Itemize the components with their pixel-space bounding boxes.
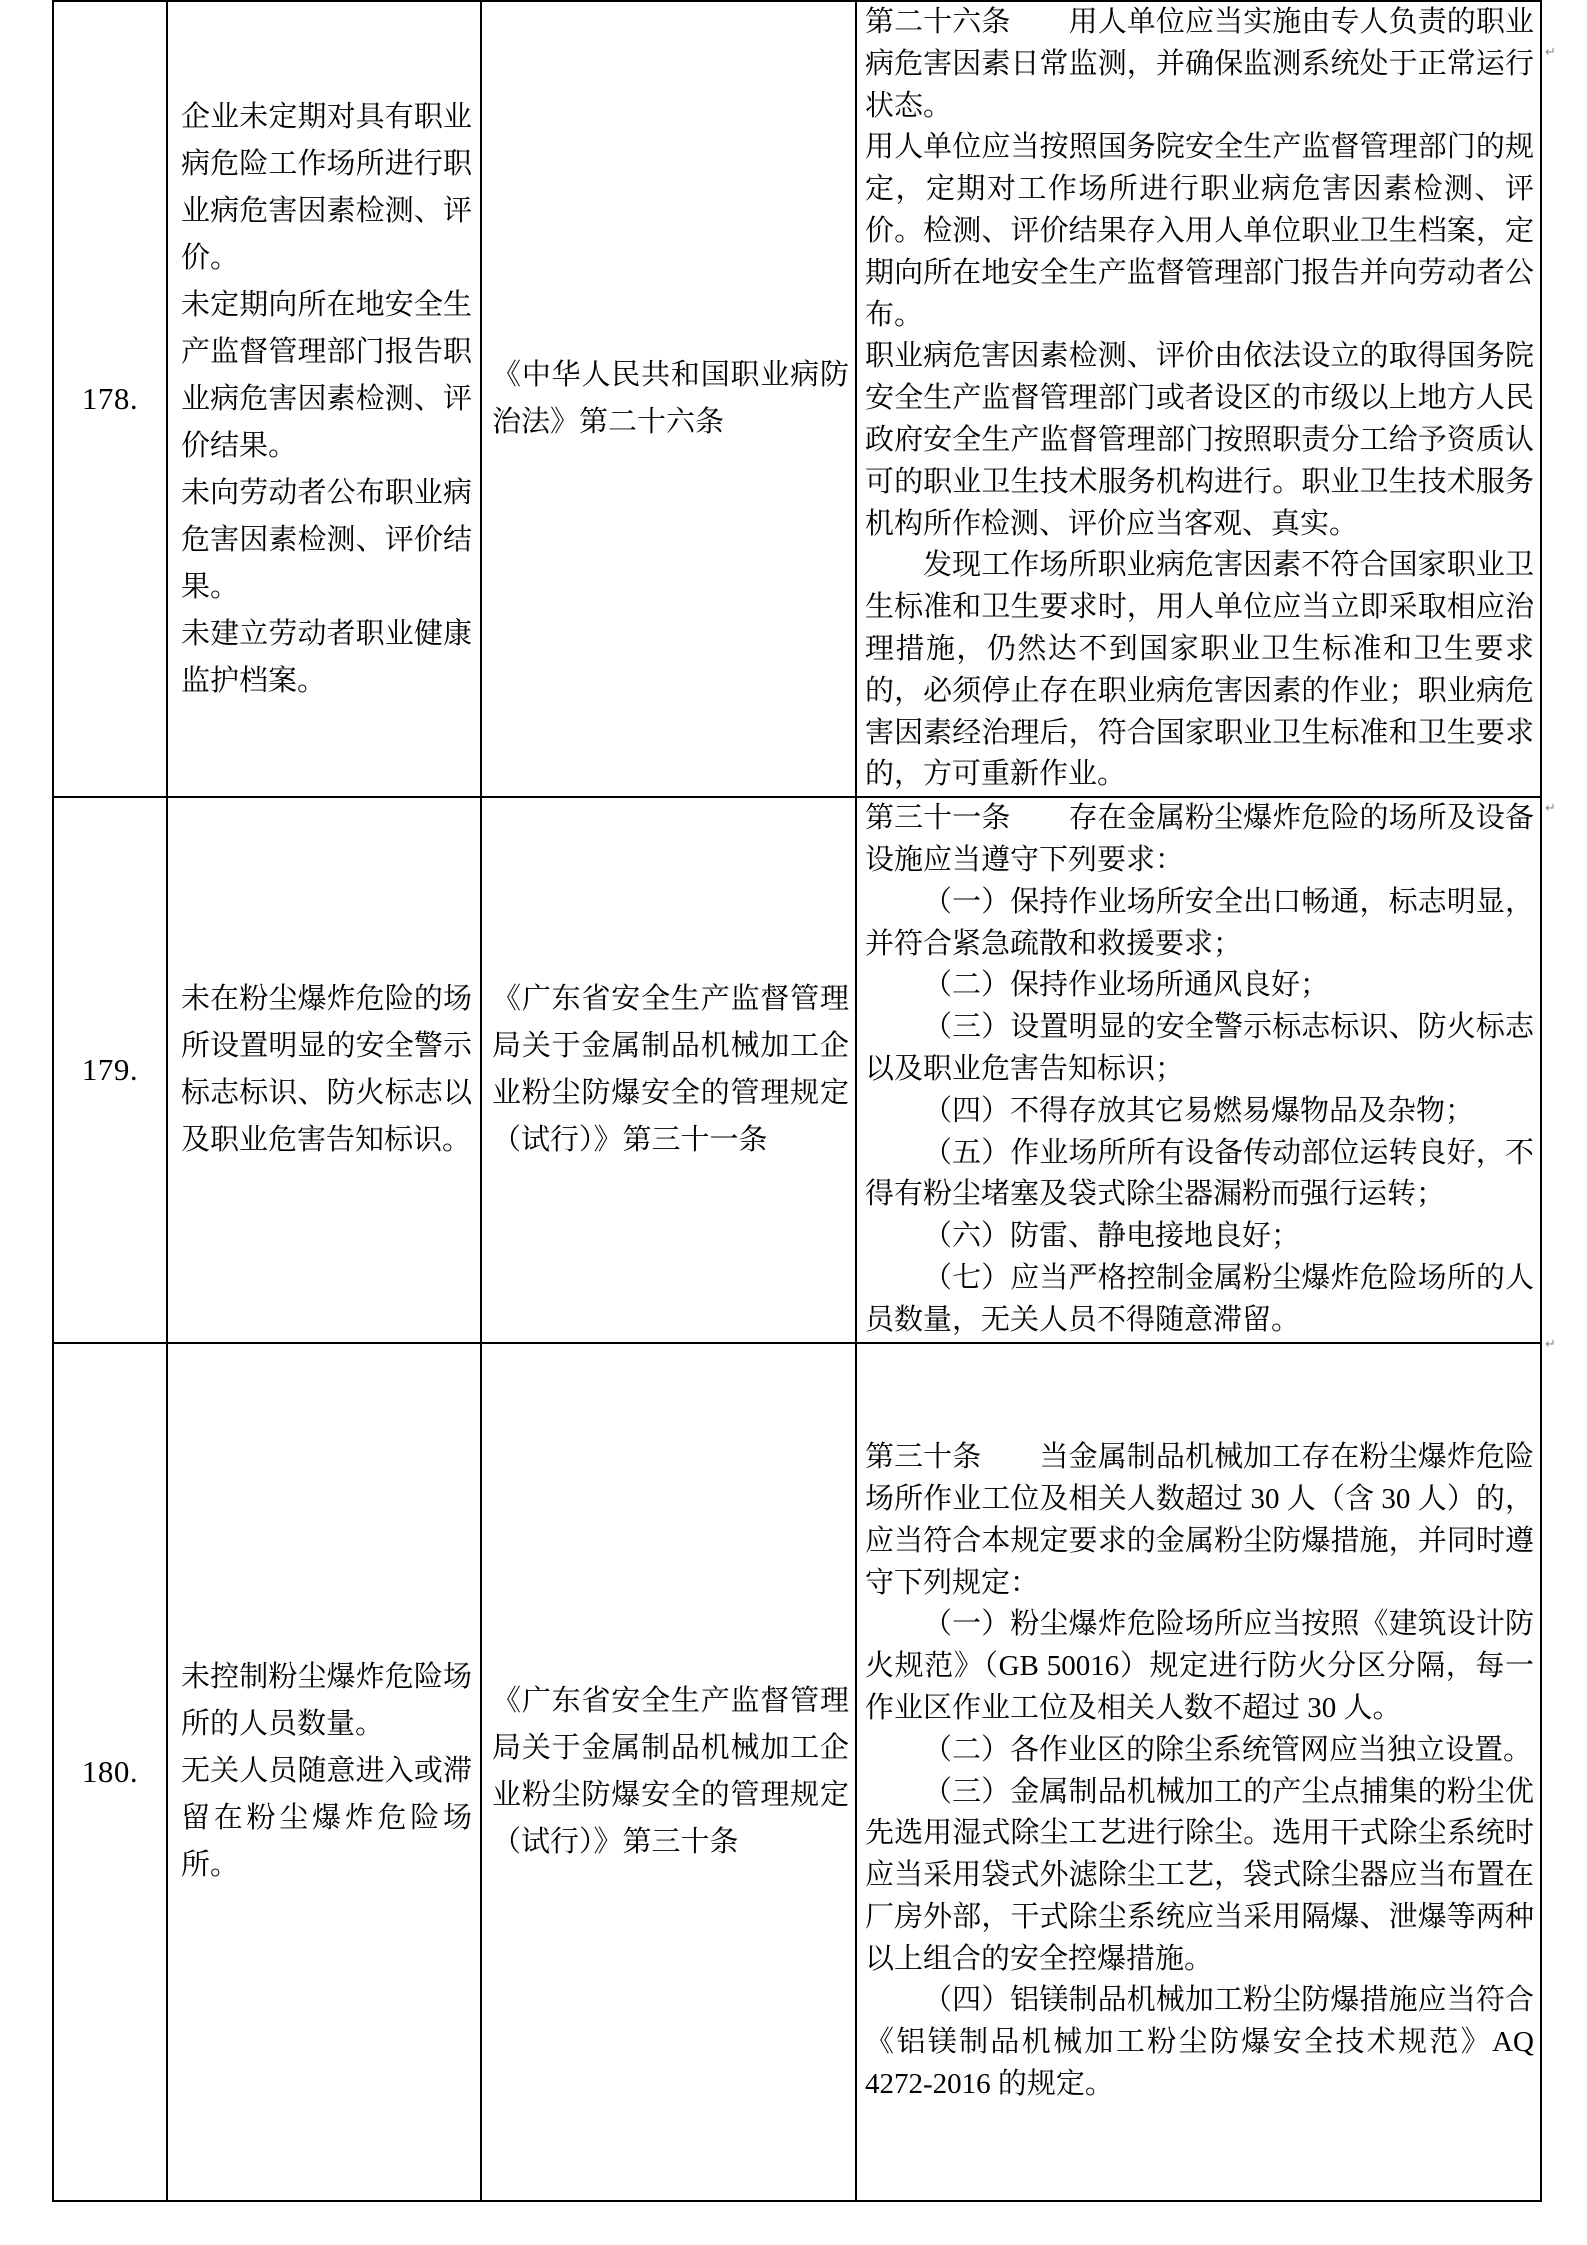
violation-paragraph: 未向劳动者公布职业病危害因素检测、评价结果。 bbox=[181, 476, 472, 603]
provision-text-cell bbox=[856, 797, 1541, 1342]
paragraph-mark-icon: ↵ bbox=[1545, 801, 1556, 816]
provision-paragraph: （二）保持作业场所通风良好； bbox=[923, 969, 1330, 1002]
violation-paragraph: 未定期向所在地安全生产监督管理部门报告职业病危害因素检测、评价结果。 bbox=[181, 288, 472, 462]
legal-basis-cell bbox=[481, 797, 856, 1342]
provision-paragraph: （四）不得存放其它易燃易爆物品及杂物； bbox=[923, 1094, 1475, 1127]
violation-paragraph: 未控制粉尘爆炸危险场所的人员数量。 bbox=[181, 1661, 472, 1740]
table-row bbox=[53, 1, 1541, 797]
provision-paragraph: 用人单位应当按照国务院安全生产监督管理部门的规定，定期对工作场所进行职业病危害因素检测、评价。检测、评价结果存入用人单位职业卫生档案，定期向所在地安全生产监督管理部门报告并向劳动者公布。 bbox=[865, 131, 1534, 331]
provision-paragraph: （一）粉尘爆炸危险场所应当按照《建筑设计防火规范》（GB 50016）规定进行防火分区分隔，每一作业区作业工位及相关人数不超过 30 人。 bbox=[865, 1608, 1534, 1724]
legal-basis-cell bbox=[481, 1343, 856, 2201]
row-number: 178. bbox=[53, 1, 167, 797]
legal-basis-text: 《广东省安全生产监督管理局关于金属制品机械加工企业粉尘防爆安全的管理规定（试行）》第三十条 bbox=[492, 1684, 849, 1858]
violation-paragraph: 企业未定期对具有职业病危险工作场所进行职业病危害因素检测、评价。 bbox=[181, 100, 472, 274]
provision-paragraph: （六）防雷、静电接地良好； bbox=[923, 1220, 1301, 1253]
legal-basis-text: 《中华人民共和国职业病防治法》第二十六条 bbox=[492, 359, 849, 439]
legal-basis-text: 《广东省安全生产监督管理局关于金属制品机械加工企业粉尘防爆安全的管理规定（试行）》第三十一条 bbox=[492, 982, 849, 1156]
provision-paragraph: （五）作业场所所有设备传动部位运转良好，不得有粉尘堵塞及袋式除尘器漏粉而强行运转； bbox=[865, 1136, 1534, 1211]
table-row bbox=[53, 797, 1541, 1342]
row-number: 180. bbox=[53, 1343, 167, 2201]
regulation-table bbox=[52, 0, 1542, 2202]
provision-paragraph: （一）保持作业场所安全出口畅通，标志明显，并符合紧急疏散和救援要求； bbox=[865, 885, 1534, 960]
violation-paragraph: 无关人员随意进入或滞留在粉尘爆炸危险场所。 bbox=[181, 1755, 472, 1881]
provision-paragraph: （三）金属制品机械加工的产尘点捕集的粉尘优先选用湿式除尘工艺进行除尘。选用干式除尘系统时应当采用袋式外滤除尘工艺，袋式除尘器应当布置在厂房外部，干式除尘系统应当采用隔爆、泄爆等两种以上组合的安全控爆措施。 bbox=[865, 1775, 1534, 1975]
provision-paragraph: （四）铝镁制品机械加工粉尘防爆措施应当符合《铝镁制品机械加工粉尘防爆安全技术规范》AQ 4272-2016 的规定。 bbox=[865, 1984, 1534, 2101]
row-number: 179. bbox=[53, 797, 167, 1342]
violation-description-cell bbox=[167, 1, 481, 797]
provision-paragraph: 第三十条 当金属制品机械加工存在粉尘爆炸危险场所作业工位及相关人数超过 30 人（含 30 人）的，应当符合本规定要求的金属粉尘防爆措施，并同时遵守下列规定： bbox=[865, 1441, 1534, 1599]
table-row bbox=[53, 1343, 1541, 2201]
provision-paragraph: 第三十一条 存在金属粉尘爆炸危险的场所及设备设施应当遵守下列要求： bbox=[865, 802, 1534, 876]
paragraph-mark-icon: ↵ bbox=[1545, 45, 1556, 60]
provision-paragraph: （七）应当严格控制金属粉尘爆炸危险场所的人员数量，无关人员不得随意滞留。 bbox=[865, 1261, 1534, 1336]
provision-paragraph: 发现工作场所职业病危害因素不符合国家职业卫生标准和卫生要求时，用人单位应当立即采取相应治理措施，仍然达不到国家职业卫生标准和卫生要求的，必须停止存在职业病危害因素的作业；职业病危害因素经治理后，符合国家职业卫生标准和卫生要求的，方可重新作业。 bbox=[865, 549, 1534, 791]
violation-paragraph: 未在粉尘爆炸危险的场所设置明显的安全警示标志标识、防火标志以及职业危害告知标识。 bbox=[181, 982, 472, 1156]
provision-paragraph: 职业病危害因素检测、评价由依法设立的取得国务院安全生产监督管理部门或者设区的市级以上地方人民政府安全生产监督管理部门按照职责分工给予资质认可的职业卫生技术服务机构进行。职业卫生技术服务机构所作检测、评价应当客观、真实。 bbox=[865, 340, 1534, 540]
violation-paragraph: 未建立劳动者职业健康监护档案。 bbox=[181, 617, 472, 697]
violation-description-cell bbox=[167, 1343, 481, 2201]
paragraph-mark-icon: ↵ bbox=[1545, 1337, 1556, 1352]
legal-basis-cell bbox=[481, 1, 856, 797]
provision-text-cell bbox=[856, 1343, 1541, 2201]
provision-paragraph: 第二十六条 用人单位应当实施由专人负责的职业病危害因素日常监测，并确保监测系统处于正常运行状态。 bbox=[865, 6, 1534, 122]
violation-description-cell bbox=[167, 797, 481, 1342]
provision-text-cell bbox=[856, 1, 1541, 797]
provision-paragraph: （三）设置明显的安全警示标志标识、防火标志以及职业危害告知标识； bbox=[865, 1011, 1534, 1085]
provision-paragraph: （二）各作业区的除尘系统管网应当独立设置。 bbox=[923, 1733, 1533, 1766]
